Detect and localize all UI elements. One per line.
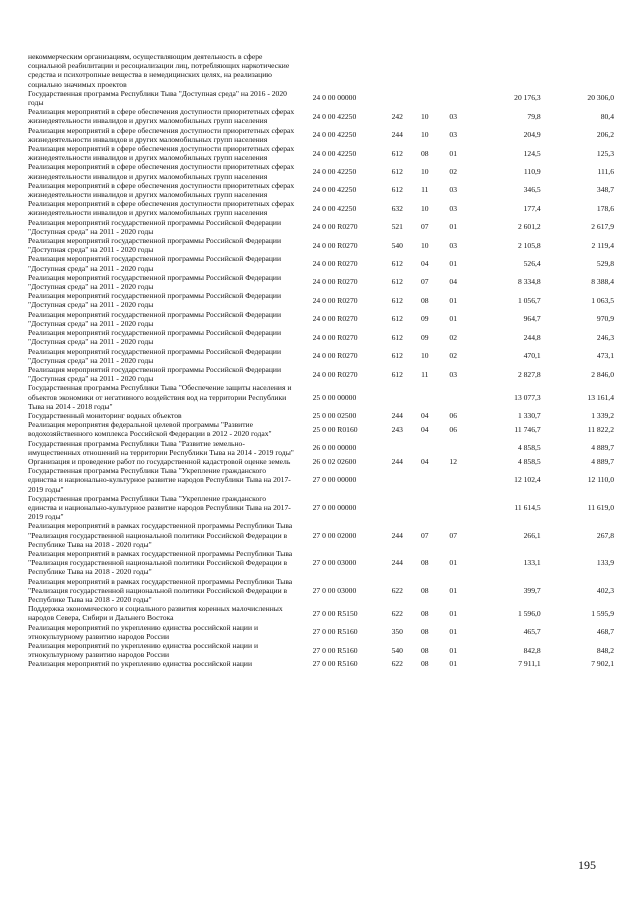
cell-csr: 27 0 00 00000 <box>312 502 357 512</box>
cell-csr: 27 0 00 R5150 <box>312 608 358 618</box>
cell-pr: 03 <box>449 111 458 121</box>
cell-csr: 26 0 00 00000 <box>312 443 357 453</box>
cell-s1: 2 827,8 <box>517 369 541 379</box>
cell-s1: 4 858,5 <box>517 456 541 466</box>
cell-pr: 03 <box>449 130 458 140</box>
cell-rz <box>411 466 439 494</box>
table-row <box>28 411 614 420</box>
cell-pr <box>439 466 467 494</box>
cell-vr: 612 <box>391 185 403 195</box>
cell-s2: 206,2 <box>596 130 614 140</box>
cell-csr: 24 0 00 R0270 <box>312 295 358 305</box>
cell-s1: 8 334,8 <box>517 277 541 287</box>
cell-s1: 399,7 <box>523 585 541 595</box>
cell-vr: 612 <box>391 351 403 361</box>
cell-s2: 1 339,2 <box>591 410 614 420</box>
table-row <box>28 144 614 162</box>
table-row <box>28 466 614 494</box>
cell-csr: 24 0 00 42250 <box>312 130 357 140</box>
cell-rz: 04 <box>420 410 429 420</box>
cell-s2: 473,1 <box>596 351 614 361</box>
cell-vr: 540 <box>391 240 403 250</box>
cell-pr: 12 <box>449 456 458 466</box>
cell-rz: 10 <box>420 203 429 213</box>
cell-s1: 20 176,3 <box>514 93 541 103</box>
table-row <box>28 577 614 605</box>
table-row <box>28 254 614 272</box>
cell-rz: 10 <box>420 130 429 140</box>
cell-vr: 612 <box>391 277 403 287</box>
cell-name: Реализация мероприятий в сфере обеспечения доступности приоритетных сферах жизнедеятельности инвалидов и других маломобильных групп населения <box>28 144 295 163</box>
cell-s1: 11 614,5 <box>514 502 541 512</box>
table-row <box>28 218 614 236</box>
cell-rz <box>411 439 439 457</box>
cell-vr: 612 <box>391 295 403 305</box>
cell-csr: 24 0 00 42250 <box>312 148 357 158</box>
cell-s1: 204,9 <box>523 130 541 140</box>
cell-csr: 24 0 00 R0270 <box>312 222 358 232</box>
cell-s1: 12 102,4 <box>514 475 541 485</box>
cell-s1: 11 746,7 <box>514 424 541 434</box>
table-row <box>28 521 614 549</box>
cell-name: некоммерческим организациям, осуществляющим деятельность в сфере социальной реабилитации и ресоциализации лиц, потребляющих наркотические средства и психотропные вещества в немедицинских целях, на реализацию социально значимых проектов <box>28 52 290 89</box>
cell-s2: 12 110,0 <box>587 475 614 485</box>
cell-s1: 2 601,2 <box>517 222 541 232</box>
cell-csr: 24 0 00 42250 <box>312 203 357 213</box>
cell-s2: 133,9 <box>596 558 614 568</box>
table-row <box>28 604 614 622</box>
table-row <box>28 310 614 328</box>
table-row <box>28 439 614 457</box>
cell-csr <box>299 52 384 89</box>
cell-s2: 80,4 <box>600 111 614 121</box>
table-row <box>28 549 614 577</box>
cell-name: Реализация мероприятий государственной программы Российской Федерации "Доступная среда" на 2011 - 2020 годы <box>28 236 282 255</box>
cell-name: Реализация мероприятий государственной программы Российской Федерации "Доступная среда" на 2011 - 2020 годы <box>28 346 282 365</box>
cell-name: Реализация мероприятий в рамках государственной программы Республики Тыва "Реализация государственной национальной политики Российской Федерации в Республике Тыва на 2018 - 2020 годы" <box>28 521 293 549</box>
cell-name: Государственная программа Республики Тыва "Укрепление гражданского единства и национально-культурное развитие народов Республики Тыва на 2017-2019 годы" <box>28 466 291 494</box>
cell-vr <box>384 52 410 89</box>
cell-name: Реализация мероприятий государственной программы Российской Федерации "Доступная среда" на 2011 - 2020 годы <box>28 364 282 384</box>
cell-name: Организация и проведение работ по государственной кадастровой оценке земель <box>28 456 291 466</box>
cell-s2: 8 388,4 <box>591 277 614 287</box>
cell-name: Государственная программа Республики Тыва "Доступная среда" на 2016 - 2020 годы <box>28 88 287 108</box>
cell-vr: 612 <box>391 332 403 342</box>
cell-name: Реализация мероприятий в рамках государственной программы Республики Тыва "Реализация государственной национальной политики Российской Федерации в Республике Тыва на 2018 - 2020 годы" <box>28 548 293 577</box>
cell-s2: 848,2 <box>596 645 614 655</box>
cell-s1: 470,1 <box>523 351 541 361</box>
cell-name: Поддержка экономического и социального развития коренных малочисленных народов Севера, Сибири и Дальнего Востока <box>28 604 283 623</box>
table-row <box>28 641 614 659</box>
cell-s1: 7 911,1 <box>518 659 541 669</box>
table-row <box>28 328 614 346</box>
budget-table <box>28 52 614 669</box>
cell-vr: 350 <box>391 627 403 637</box>
cell-rz: 08 <box>420 558 429 568</box>
cell-csr: 24 0 00 42250 <box>312 185 357 195</box>
cell-pr: 01 <box>449 259 458 269</box>
cell-vr: 622 <box>391 659 403 669</box>
cell-rz: 04 <box>420 259 429 269</box>
cell-csr: 24 0 00 R0270 <box>312 259 358 269</box>
table-row <box>28 273 614 291</box>
cell-rz: 10 <box>420 351 429 361</box>
cell-s1: 133,1 <box>523 558 541 568</box>
cell-s2: 125,3 <box>596 148 614 158</box>
cell-csr: 24 0 00 R0270 <box>312 351 358 361</box>
cell-csr: 24 0 00 R0270 <box>312 369 358 379</box>
cell-vr: 612 <box>391 259 403 269</box>
table-row <box>28 365 614 383</box>
cell-s2: 2 119,4 <box>591 240 614 250</box>
table-row <box>28 347 614 365</box>
cell-name: Реализация мероприятий государственной программы Российской Федерации "Доступная среда" на 2011 - 2020 годы <box>28 217 282 236</box>
cell-pr: 01 <box>449 608 458 618</box>
cell-rz: 09 <box>420 314 429 324</box>
cell-name: Реализация мероприятий в сфере обеспечения доступности приоритетных сферах жизнедеятельности инвалидов и других маломобильных групп населения <box>28 107 295 126</box>
cell-vr <box>384 89 410 107</box>
cell-rz: 11 <box>421 185 429 195</box>
cell-vr <box>384 494 410 522</box>
cell-rz: 08 <box>420 608 429 618</box>
table-row <box>28 494 614 522</box>
cell-s1: 964,7 <box>523 314 541 324</box>
cell-csr: 24 0 00 42250 <box>312 111 357 121</box>
cell-s2: 970,9 <box>596 314 614 324</box>
cell-pr: 01 <box>449 314 458 324</box>
cell-pr: 06 <box>449 424 458 434</box>
cell-vr <box>384 466 410 494</box>
cell-s1: 2 105,8 <box>517 240 541 250</box>
cell-s2 <box>541 52 614 89</box>
cell-rz <box>411 494 439 522</box>
cell-name: Государственная программа Республики Тыва "Обеспечение защиты населения и объектов экономики от негативного воздействия вод на территории Республики Тыва на 2014 - 2018 годы" <box>28 383 292 411</box>
cell-vr <box>384 439 410 457</box>
table-row <box>28 236 614 254</box>
cell-rz: 07 <box>420 222 429 232</box>
cell-s1: 1 596,0 <box>517 608 541 618</box>
cell-name: Реализация мероприятий государственной программы Российской Федерации "Доступная среда" на 2011 - 2020 годы <box>28 272 282 292</box>
table-row <box>28 623 614 641</box>
cell-s2: 11 619,0 <box>587 502 614 512</box>
cell-s1: 124,5 <box>523 148 541 158</box>
cell-vr: 244 <box>391 410 403 420</box>
cell-name: Реализация мероприятий государственной программы Российской Федерации "Доступная среда" на 2011 - 2020 годы <box>28 291 282 310</box>
cell-s2: 178,6 <box>596 203 614 213</box>
cell-vr: 244 <box>391 558 403 568</box>
table-row <box>28 181 614 199</box>
cell-name: Реализация мероприятий в сфере обеспечения доступности приоритетных сферах жизнедеятельности инвалидов и других маломобильных групп населения <box>28 125 295 144</box>
cell-rz: 08 <box>420 659 429 669</box>
cell-csr: 26 0 02 02600 <box>312 456 357 466</box>
cell-rz: 08 <box>420 645 429 655</box>
cell-s2: 468,7 <box>596 627 614 637</box>
cell-vr: 521 <box>391 222 403 232</box>
cell-pr: 02 <box>449 332 458 342</box>
cell-csr: 24 0 00 00000 <box>312 93 357 103</box>
cell-vr: 244 <box>391 130 403 140</box>
cell-rz: 09 <box>420 332 429 342</box>
cell-vr <box>384 383 410 411</box>
cell-pr: 01 <box>449 295 458 305</box>
cell-name: Реализация мероприятий по укреплению единства российской нации и этнокультурному развитию народов России <box>28 641 259 660</box>
table-row <box>28 659 614 668</box>
cell-vr: 612 <box>391 167 403 177</box>
cell-s2: 4 889,7 <box>591 443 614 453</box>
cell-s1: 1 056,7 <box>517 295 541 305</box>
cell-csr: 24 0 00 42250 <box>312 167 357 177</box>
cell-s2: 111,6 <box>597 167 614 177</box>
cell-pr: 01 <box>449 222 458 232</box>
cell-rz: 04 <box>420 424 429 434</box>
cell-pr: 01 <box>449 148 458 158</box>
table-row <box>28 107 614 125</box>
cell-rz: 04 <box>420 456 429 466</box>
cell-pr: 04 <box>449 277 458 287</box>
cell-csr: 27 0 00 03000 <box>312 558 357 568</box>
cell-pr: 02 <box>449 351 458 361</box>
cell-csr: 24 0 00 R0270 <box>312 240 358 250</box>
table-row <box>28 162 614 180</box>
cell-s2: 402,3 <box>596 585 614 595</box>
cell-s2: 13 161,4 <box>587 392 614 402</box>
table-row <box>28 457 614 466</box>
cell-s1: 244,8 <box>523 332 541 342</box>
cell-s2: 348,7 <box>596 185 614 195</box>
cell-s1: 4 858,5 <box>517 443 541 453</box>
cell-rz: 08 <box>420 295 429 305</box>
cell-pr: 01 <box>449 558 458 568</box>
cell-vr: 632 <box>391 203 403 213</box>
cell-s1: 110,9 <box>523 167 541 177</box>
cell-vr: 622 <box>391 585 403 595</box>
cell-pr: 03 <box>449 185 458 195</box>
cell-s1: 346,5 <box>523 185 541 195</box>
cell-pr: 03 <box>449 369 458 379</box>
cell-s1: 842,8 <box>523 645 541 655</box>
cell-s2: 1 063,5 <box>591 295 614 305</box>
cell-vr: 622 <box>391 608 403 618</box>
cell-rz: 07 <box>420 530 429 540</box>
cell-vr: 612 <box>391 369 403 379</box>
table-row <box>28 199 614 217</box>
cell-name: Реализация мероприятий в рамках государственной программы Республики Тыва "Реализация государственной национальной политики Российской Федерации в Республике Тыва на 2018 - 2020 годы" <box>28 576 293 604</box>
cell-name: Реализация мероприятий государственной программы Российской Федерации "Доступная среда" на 2011 - 2020 годы <box>28 254 282 273</box>
cell-name: Государственный мониторинг водных объектов <box>28 410 182 420</box>
cell-s1: 177,4 <box>523 203 541 213</box>
cell-csr: 25 0 00 R0160 <box>312 424 358 434</box>
cell-vr: 612 <box>391 148 403 158</box>
cell-pr <box>439 439 467 457</box>
cell-s2: 2 846,0 <box>591 369 614 379</box>
table-row <box>28 383 614 411</box>
cell-name: Государственная программа Республики Тыва "Развитие земельно-имущественных отношений на территории Республики Тыва на 2014 - 2019 годы" <box>28 438 294 457</box>
table-row <box>28 126 614 144</box>
cell-csr: 25 0 00 00000 <box>312 392 357 402</box>
cell-s2: 11 822,2 <box>587 424 614 434</box>
cell-rz <box>411 383 439 411</box>
document-page <box>28 52 614 669</box>
cell-rz: 08 <box>420 148 429 158</box>
cell-s2: 4 889,7 <box>591 456 614 466</box>
cell-pr: 06 <box>449 410 458 420</box>
cell-pr: 07 <box>449 530 458 540</box>
cell-s1: 79,8 <box>527 111 541 121</box>
cell-s1: 266,1 <box>523 530 541 540</box>
cell-pr: 02 <box>449 167 458 177</box>
cell-pr <box>439 383 467 411</box>
cell-s1 <box>467 52 540 89</box>
table-row <box>28 420 614 438</box>
cell-csr: 27 0 00 R5160 <box>312 645 358 655</box>
cell-s2: 529,8 <box>596 259 614 269</box>
cell-name: Реализация мероприятия федеральной целевой программы "Развитие водохозяйственного комплекса Российской Федерации в 2012 - 2020 годах" <box>28 420 272 439</box>
cell-csr: 27 0 00 R5160 <box>312 659 358 669</box>
cell-s2: 246,3 <box>596 332 614 342</box>
cell-s2: 7 902,1 <box>591 659 614 669</box>
cell-pr: 01 <box>449 627 458 637</box>
cell-vr: 540 <box>391 645 403 655</box>
cell-s1: 13 077,3 <box>514 392 541 402</box>
cell-rz: 08 <box>420 627 429 637</box>
table-row <box>28 291 614 309</box>
cell-rz <box>411 52 439 89</box>
budget-table-body <box>28 52 614 669</box>
cell-s2: 2 617,9 <box>591 222 614 232</box>
cell-csr: 27 0 00 00000 <box>312 475 357 485</box>
cell-vr: 612 <box>391 314 403 324</box>
table-row <box>28 52 614 89</box>
cell-pr: 01 <box>449 659 458 669</box>
cell-csr: 24 0 00 R0270 <box>312 277 358 287</box>
page-number: 195 <box>578 858 596 872</box>
cell-name: Реализация мероприятий в сфере обеспечения доступности приоритетных сферах жизнедеятельности инвалидов и других маломобильных групп населения <box>28 162 295 181</box>
cell-vr: 244 <box>391 456 403 466</box>
cell-pr: 03 <box>449 203 458 213</box>
cell-rz <box>411 89 439 107</box>
cell-csr: 25 0 00 02500 <box>312 410 357 420</box>
cell-pr: 01 <box>449 585 458 595</box>
cell-csr: 27 0 00 02000 <box>312 530 357 540</box>
cell-rz: 11 <box>421 369 429 379</box>
cell-vr: 243 <box>391 424 403 434</box>
table-row <box>28 89 614 107</box>
cell-csr: 24 0 00 R0270 <box>312 314 358 324</box>
cell-csr: 24 0 00 R0270 <box>312 332 358 342</box>
cell-s1: 1 330,7 <box>517 410 541 420</box>
cell-pr <box>439 89 467 107</box>
cell-csr: 27 0 00 03000 <box>312 585 357 595</box>
cell-pr <box>439 494 467 522</box>
cell-s2: 20 306,0 <box>587 93 614 103</box>
cell-name: Реализация мероприятий по укреплению единства российской нации <box>28 659 253 669</box>
cell-s2: 1 595,9 <box>591 608 614 618</box>
cell-pr <box>439 52 467 89</box>
cell-rz: 10 <box>420 111 429 121</box>
cell-csr: 27 0 00 R5160 <box>312 627 358 637</box>
cell-name: Государственная программа Республики Тыва "Укрепление гражданского единства и национально-культурное развитие народов Республики Тыва на 2017-2019 годы" <box>28 493 291 522</box>
cell-pr: 03 <box>449 240 458 250</box>
cell-s1: 465,7 <box>523 627 541 637</box>
cell-name: Реализация мероприятий по укреплению единства российской нации и этнокультурному развитию народов России <box>28 622 259 641</box>
cell-name: Реализация мероприятий в сфере обеспечения доступности приоритетных сферах жизнедеятельности инвалидов и других маломобильных групп населения <box>28 180 295 200</box>
cell-vr: 244 <box>391 530 403 540</box>
cell-s1: 526,4 <box>523 259 541 269</box>
cell-vr: 242 <box>391 111 403 121</box>
cell-name: Реализация мероприятий государственной программы Российской Федерации "Доступная среда" на 2011 - 2020 годы <box>28 328 282 347</box>
cell-rz: 07 <box>420 277 429 287</box>
cell-s2: 267,8 <box>596 530 614 540</box>
cell-rz: 10 <box>420 240 429 250</box>
cell-name: Реализация мероприятий в сфере обеспечения доступности приоритетных сферах жизнедеятельности инвалидов и других маломобильных групп населения <box>28 199 295 218</box>
cell-pr: 01 <box>449 645 458 655</box>
cell-rz: 10 <box>420 167 429 177</box>
cell-name: Реализация мероприятий государственной программы Российской Федерации "Доступная среда" на 2011 - 2020 годы <box>28 309 282 328</box>
cell-rz: 08 <box>420 585 429 595</box>
